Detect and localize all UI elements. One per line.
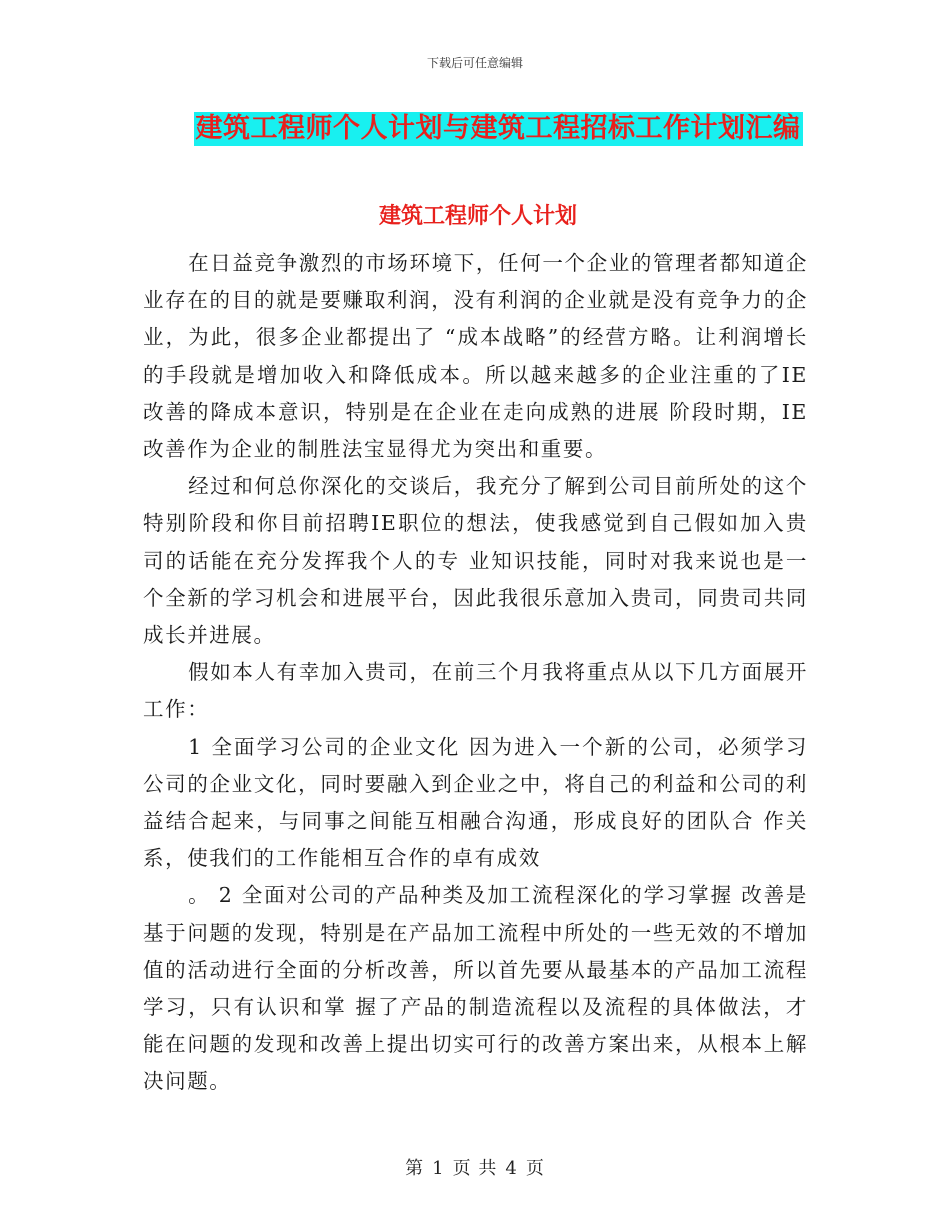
page-current: 1 <box>432 1158 445 1179</box>
page-mid: 页 共 <box>452 1158 498 1179</box>
paragraph: 经过和何总你深化的交谈后，我充分了解到公司目前所处的这个特别阶段和你目前招聘IE职位的想法，使我感觉到自己假如加入贵司的话能在充分发挥我个人的专 业知识技能，同时对我来说也是一个全新的学习机会和进展平台，因此我很乐意加入贵司，同贵司共同成长并进展。 <box>143 474 808 648</box>
document-body <box>143 245 808 1101</box>
page-total: 4 <box>505 1158 518 1179</box>
section-title: 建筑工程师个人计划 <box>378 203 577 229</box>
page-footer <box>0 1154 950 1180</box>
document-title: 建筑工程师个人计划与建筑工程招标工作计划汇编 <box>195 113 801 144</box>
paragraph: 在日益竞争激烈的市场环境下，任何一个企业的管理者都知道企业存在的目的就是要赚取利润，没有利润的企业就是没有竞争力的企业，为此，很多企业都提出了 “成本战略”的经营方略。让利润增长的手段就是增加收入和降低成本。所以越来越多的企业注重的了IE改善的降成本意识，特别是在企业在走向成熟的进展 阶段时期，IE改善作为企业的制胜法宝显得尤为突出和重要。 <box>143 251 808 462</box>
header-note: 下载后可任意编辑 <box>426 56 523 70</box>
paragraph: 。 2 全面对公司的产品种类及加工流程深化的学习掌握 改善是基于问题的发现，特别是在产品加工流程中所处的一些无效的不增加值的活动进行全面的分析改善，所以首先要从最基本的产品加工流程学习，只有认识和掌 握了产品的制造流程以及流程的具体做法，才能在问题的发现和改善上提出切实可行的改善方案出来，从根本上解决问题。 <box>143 883 808 1094</box>
paragraph: 假如本人有幸加入贵司，在前三个月我将重点从以下几方面展开工作： <box>143 660 808 722</box>
page-suffix: 页 <box>525 1158 545 1179</box>
paragraph: 1 全面学习公司的企业文化 因为进入一个新的公司，必须学习公司的企业文化，同时要融入到企业之中，将自己的利益和公司的利益结合起来，与同事之间能互相融合沟通，形成良好的团队合 作关系，使我们的工作能相互合作的卓有成效 <box>143 734 808 871</box>
page-prefix: 第 <box>405 1158 425 1179</box>
document-title-container <box>0 112 950 146</box>
